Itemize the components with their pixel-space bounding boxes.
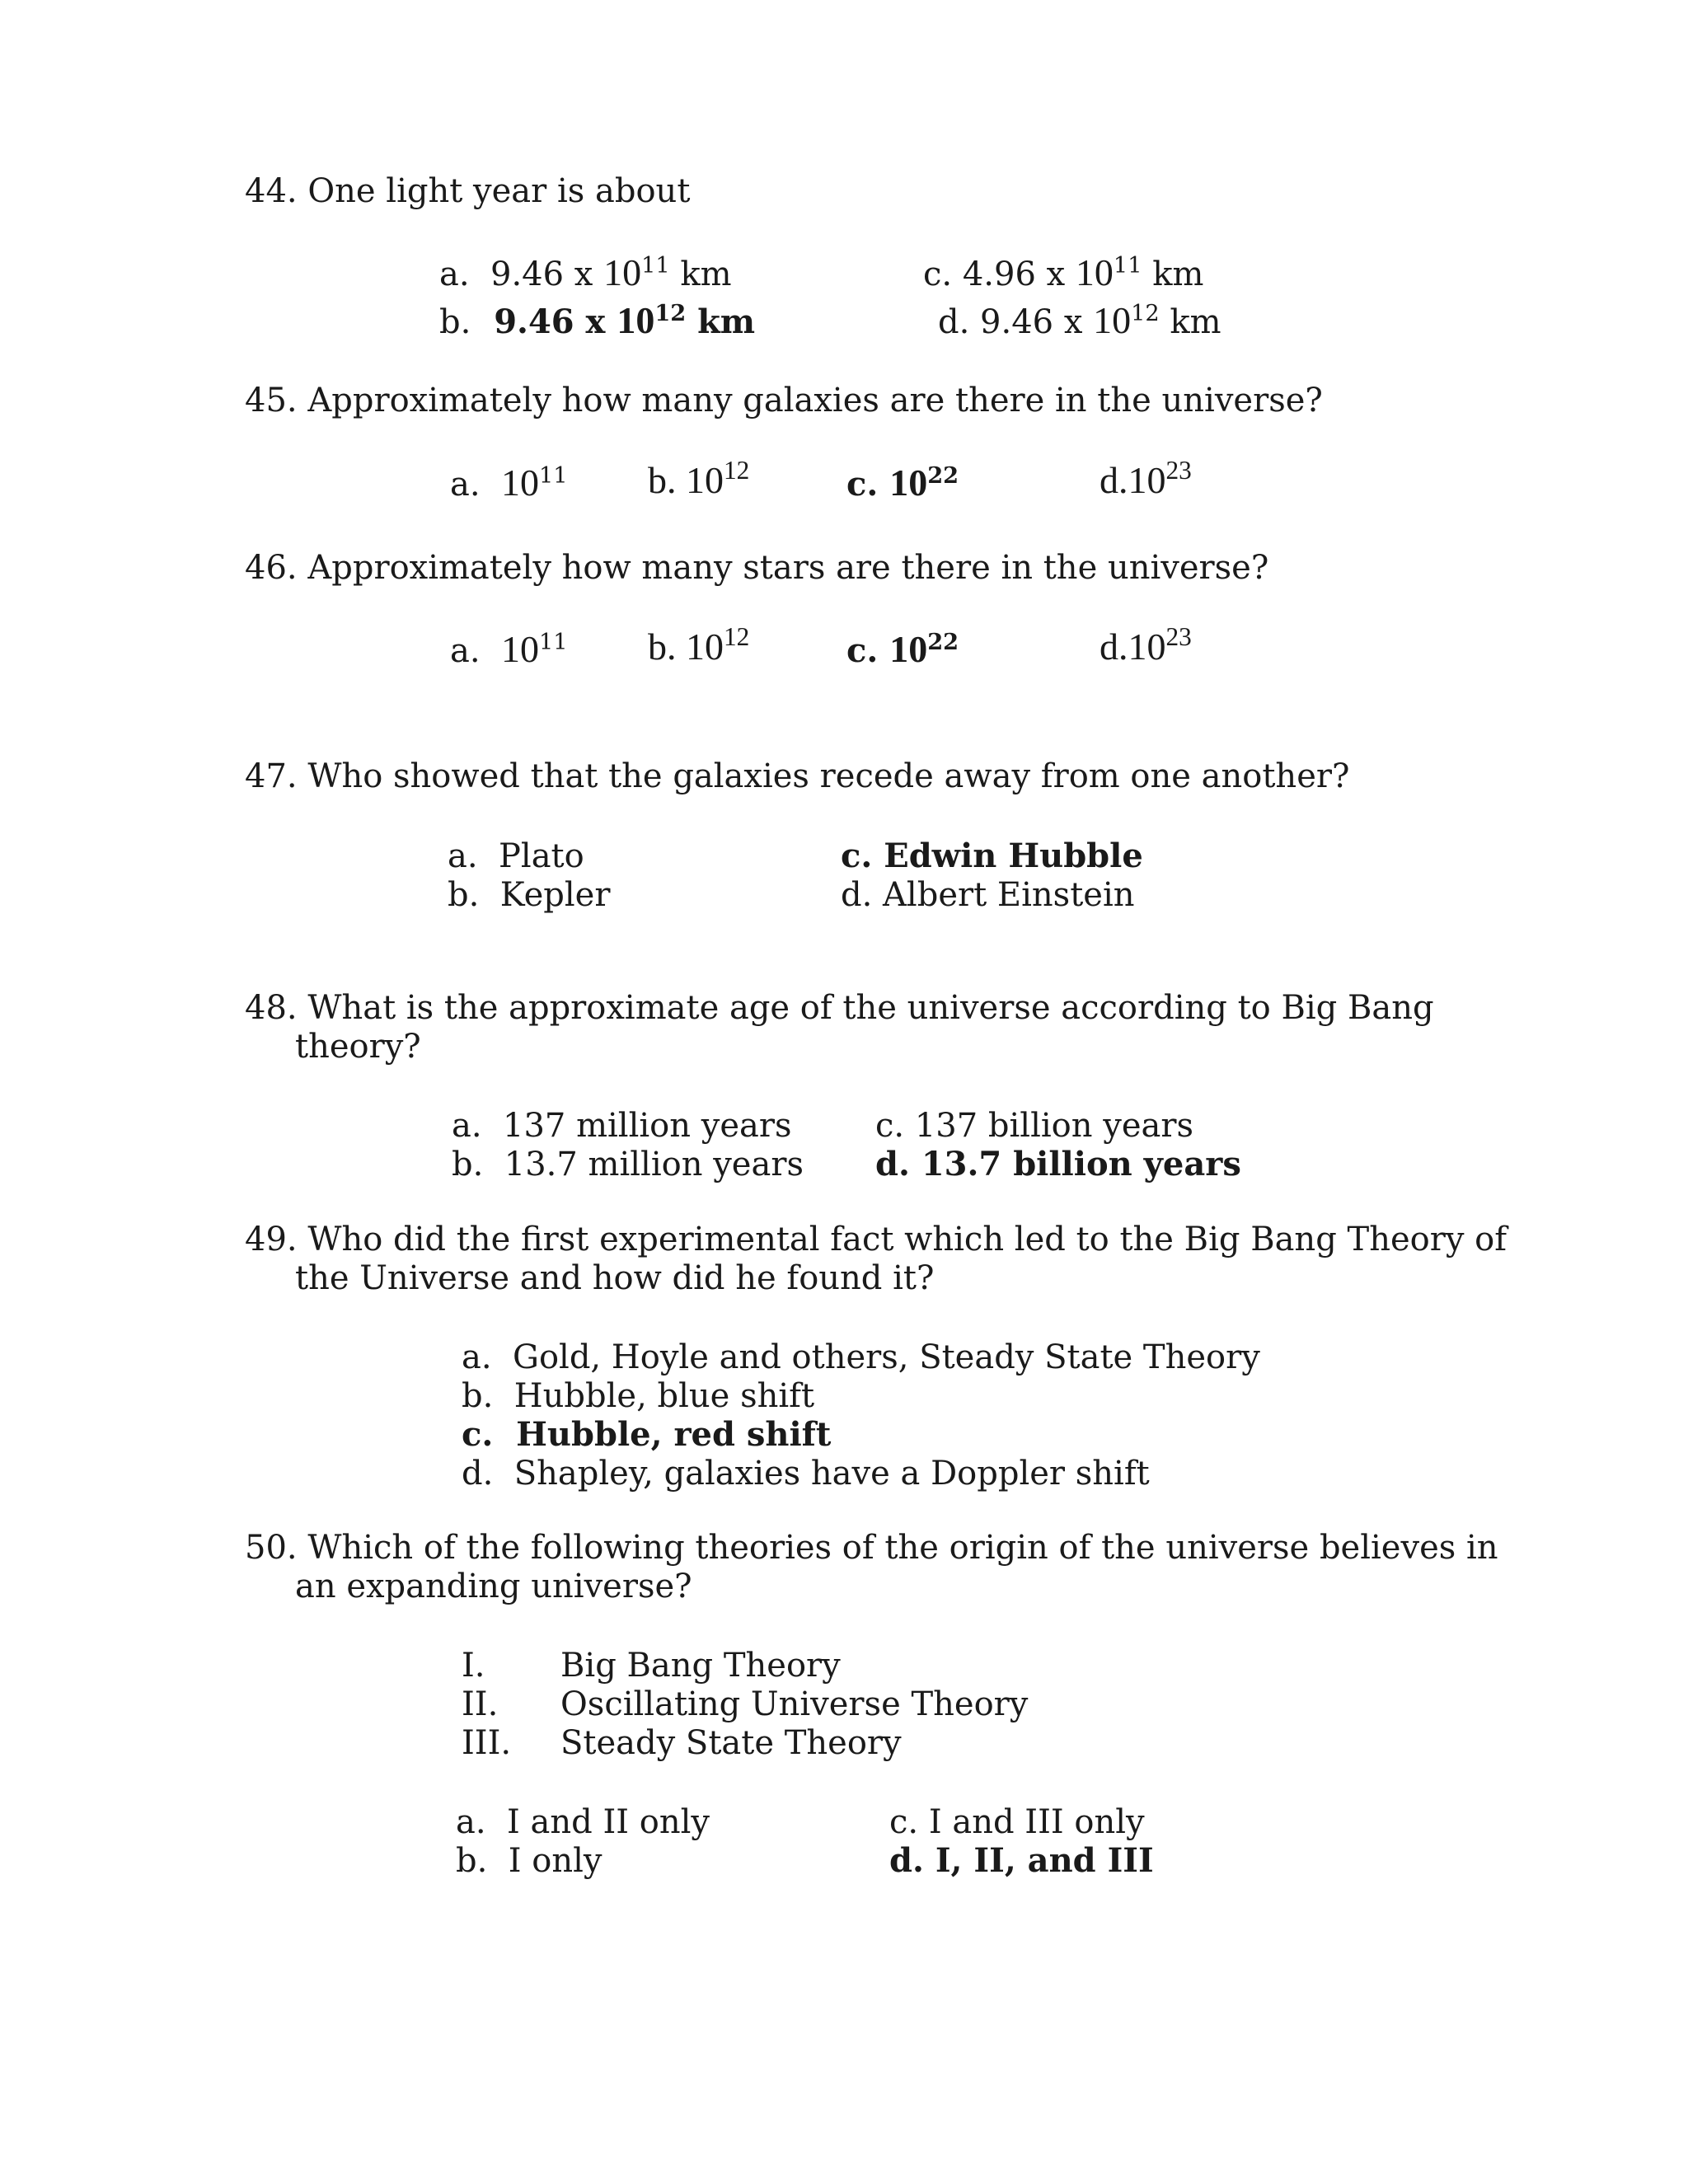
- question-48: [245, 989, 1434, 1027]
- statement-text: Oscillating Universe Theory: [560, 1685, 1029, 1723]
- option-48a: a. 137 million years: [452, 1107, 792, 1145]
- option-49d: d. Shapley, galaxies have a Doppler shift: [462, 1455, 1150, 1493]
- question-46: [245, 549, 1269, 587]
- question-49-cont: the Universe and how did he found it?: [295, 1259, 935, 1297]
- option-44b: b. 9.46 x $10^{12}$ km: [439, 299, 756, 341]
- option-47a: a. Plato: [448, 837, 584, 875]
- question-text: One light year is about: [307, 172, 691, 210]
- option-46d: $d.10^{23}$: [1100, 621, 1192, 668]
- question-number: 44.: [245, 172, 298, 210]
- option-50d: d. I, II, and III: [889, 1841, 1154, 1880]
- option-47d: d. Albert Einstein: [841, 876, 1135, 914]
- option-47c: c. Edwin Hubble: [841, 837, 1143, 875]
- option-49c: c. Hubble, red shift: [462, 1415, 832, 1454]
- question-50-cont: an expanding universe?: [295, 1568, 692, 1605]
- option-44a: a. 9.46 x $10^{11}$ km: [439, 251, 732, 293]
- option-44d: d. 9.46 x $10^{12}$ km: [938, 299, 1221, 341]
- question-number: 47.: [245, 757, 298, 795]
- option-45c: c. $10^{22}$: [846, 462, 959, 504]
- question-text: Approximately how many stars are there in the universe?: [307, 549, 1269, 587]
- question-44: [245, 172, 691, 210]
- option-49a: a. Gold, Hoyle and others, Steady State Theory: [462, 1338, 1260, 1376]
- question-50: [245, 1529, 1498, 1567]
- question-text: Who did the first experimental fact which led to the Big Bang Theory of: [307, 1221, 1507, 1258]
- question-number: 50.: [245, 1529, 298, 1567]
- statement-numeral: II.: [462, 1685, 499, 1723]
- option-45b: b. $10^{12}$: [648, 455, 750, 501]
- statement-numeral: III.: [462, 1724, 512, 1762]
- statement-text: Steady State Theory: [560, 1724, 902, 1762]
- question-49: [245, 1223, 1507, 1256]
- statement-numeral: I.: [462, 1647, 485, 1685]
- option-50c: c. I and III only: [889, 1803, 1145, 1841]
- question-number: 46.: [245, 549, 298, 587]
- option-46b: b. $10^{12}$: [648, 621, 750, 668]
- question-number: 48.: [245, 989, 298, 1027]
- option-48d: d. 13.7 billion years: [875, 1145, 1241, 1183]
- option-45a: a. $10^{11}$: [450, 462, 568, 504]
- option-50b: b. I only: [456, 1842, 603, 1880]
- question-47: [245, 757, 1350, 795]
- question-45: [245, 384, 1323, 417]
- option-45d: $d.10^{23}$: [1100, 455, 1192, 501]
- option-47b: b. Kepler: [448, 876, 611, 914]
- question-text: Who showed that the galaxies recede away from one another?: [307, 757, 1350, 795]
- option-48c: c. 137 billion years: [875, 1107, 1194, 1145]
- statement-text: Big Bang Theory: [560, 1647, 841, 1685]
- question-text: Which of the following theories of the origin of the universe believes in: [307, 1529, 1498, 1567]
- option-50a: a. I and II only: [456, 1803, 710, 1841]
- question-text: Approximately how many galaxies are there in the universe?: [307, 382, 1323, 419]
- option-46a: a. $10^{11}$: [450, 628, 568, 670]
- option-49b: b. Hubble, blue shift: [462, 1377, 815, 1415]
- question-48-cont: theory?: [295, 1028, 421, 1066]
- question-text: What is the approximate age of the universe according to Big Bang: [307, 989, 1434, 1027]
- option-46c: c. $10^{22}$: [846, 628, 959, 670]
- question-number: 45.: [245, 382, 298, 419]
- option-48b: b. 13.7 million years: [452, 1146, 804, 1183]
- option-44c: c. 4.96 x $10^{11}$ km: [923, 251, 1204, 293]
- question-number: 49.: [245, 1221, 298, 1258]
